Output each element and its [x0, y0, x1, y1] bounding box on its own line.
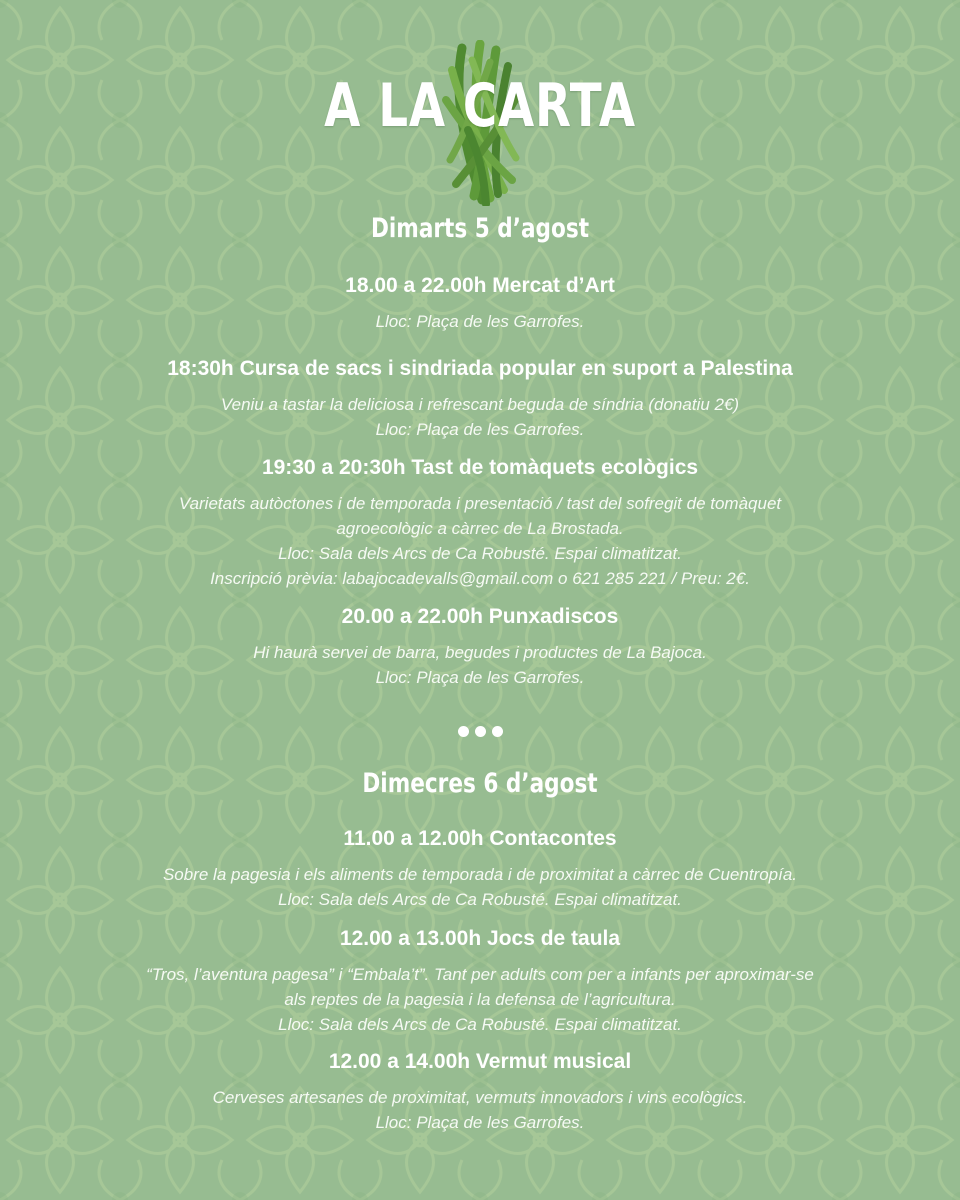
- event-description-line: Sobre la pagesia i els aliments de temporada i de proximitat a càrrec de Cuentropía.: [162, 865, 798, 884]
- event-description-line: “Tros, l’aventura pagesa” i “Embala’t”. Tant per adults com per a infants per aproximar-se: [146, 965, 814, 984]
- event-title: 12.00 a 14.00h Vermut musical: [328, 1050, 632, 1073]
- event-description-line: Lloc: Plaça de les Garrofes.: [375, 312, 585, 331]
- event-description-line: Lloc: Sala dels Arcs de Ca Robusté. Espai climatitzat.: [278, 890, 682, 909]
- event-item: [0, 272, 960, 334]
- event-description: [0, 392, 960, 442]
- day-heading-wednesday: Dimecres 6 d’agost: [362, 768, 598, 799]
- event-description: [0, 640, 960, 690]
- event-description-line: Varietats autòctones i de temporada i presentació / tast del sofregit de tomàquet: [178, 494, 782, 513]
- event-description: [0, 309, 960, 334]
- separator-dot: [492, 726, 503, 737]
- event-title: 18.00 a 22.00h Mercat d’Art: [345, 274, 615, 297]
- event-description-line: Veniu a tastar la deliciosa i refrescant beguda de síndria (donatiu 2€): [220, 395, 740, 414]
- event-description: [0, 962, 960, 1037]
- event-description: [0, 862, 960, 912]
- event-item: [0, 454, 960, 591]
- event-description-line: Lloc: Plaça de les Garrofes.: [375, 420, 585, 439]
- event-item: [0, 925, 960, 1037]
- header: [0, 0, 960, 200]
- event-description-line: agroecològic a càrrec de La Brostada.: [336, 519, 624, 538]
- event-item: [0, 603, 960, 690]
- event-description: [0, 1085, 960, 1135]
- event-description: [0, 491, 960, 591]
- page-title: A LA CARTA: [324, 71, 636, 141]
- separator-dot: [475, 726, 486, 737]
- event-description-line: Inscripció prèvia: labajocadevalls@gmail.com o 621 285 221 / Preu: 2€.: [210, 569, 750, 588]
- event-title: 11.00 a 12.00h Contacontes: [343, 827, 617, 850]
- event-description-line: Lloc: Sala dels Arcs de Ca Robusté. Espai climatitzat.: [278, 544, 682, 563]
- event-description-line: Lloc: Sala dels Arcs de Ca Robusté. Espai climatitzat.: [278, 1015, 682, 1034]
- event-title: 20.00 a 22.00h Punxadiscos: [341, 605, 619, 628]
- event-description-line: Cerveses artesanes de proximitat, vermuts innovadors i vins ecològics.: [212, 1088, 748, 1107]
- event-title: 19:30 a 20:30h Tast de tomàquets ecològics: [261, 456, 699, 479]
- event-description-line: Lloc: Plaça de les Garrofes.: [375, 1113, 585, 1132]
- event-title: 12.00 a 13.00h Jocs de taula: [339, 927, 621, 950]
- event-item: [0, 1048, 960, 1135]
- event-description-line: Hi haurà servei de barra, begudes i productes de La Bajoca.: [253, 643, 707, 662]
- event-description-line: Lloc: Plaça de les Garrofes.: [375, 668, 585, 687]
- day-heading-tuesday: Dimarts 5 d’agost: [370, 213, 590, 244]
- event-item: [0, 355, 960, 442]
- event-title: 18:30h Cursa de sacs i sindriada popular en suport a Palestina: [167, 357, 793, 380]
- event-description-line: als reptes de la pagesia i la defensa de l’agricultura.: [284, 990, 676, 1009]
- separator-dot: [458, 726, 469, 737]
- three-dots-separator: [0, 724, 960, 740]
- event-item: [0, 825, 960, 912]
